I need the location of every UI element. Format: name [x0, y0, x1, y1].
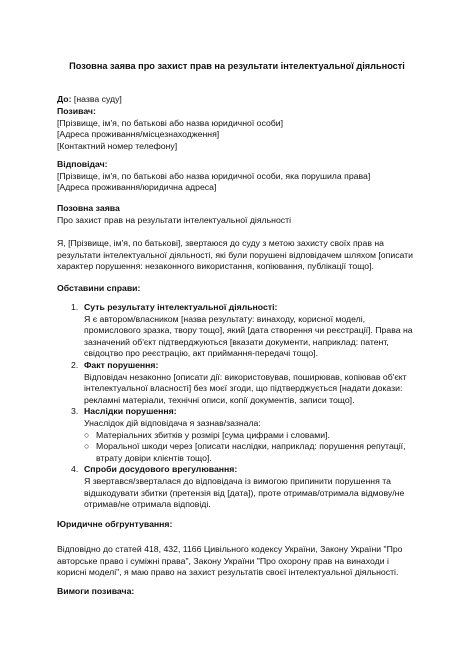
sub-list-item [57, 430, 419, 442]
bullet-icon: ○ [84, 429, 90, 440]
intro-text: Я, [Прізвище, ім'я, по батькові], звертаюся до суду з метою захисту своїх прав на результати інтелектуальної діяльності, які були порушені відповідачем шляхом [описати характер порушення: незаконного використання, копіювання, публікації тощо]. [57, 238, 414, 272]
legal-section [57, 519, 419, 531]
defendant-address: [Адреса проживання/юридична адреса] [57, 182, 217, 193]
demands-heading: Вимоги позивача: [57, 586, 135, 596]
defendant-heading: Відповідач: [57, 159, 108, 169]
bullet-icon: ○ [84, 441, 90, 452]
item-text: Унаслідок дій відповідача я зазнав/зазнала: [84, 417, 261, 428]
list-item [57, 360, 419, 406]
defendant-section [57, 159, 419, 194]
item-title: Наслідки порушення: [84, 406, 177, 417]
defendant-name: [Прізвище, ім'я, по батькові або назва юридичної особи, яка порушила права] [57, 170, 371, 181]
item-number: 2. [71, 359, 79, 370]
intro-paragraph [57, 238, 419, 273]
demands-section [57, 586, 419, 598]
item-text: Відповідач незаконно [описати дії: використовував, поширював, копіював об'єкт інтелектуальної власності] без моєї згоди, що підтверджується [надати докази: рекламні матеріали, технічні описи, копії документів, записи тощо]. [84, 371, 407, 405]
circumstances-heading: Обставини справи: [57, 283, 141, 293]
claim-heading: Позовна заява [57, 203, 120, 213]
to-value: [назва суду] [71, 94, 122, 104]
plaintiff-heading: Позивач: [57, 106, 96, 116]
sub-list-item [57, 441, 419, 464]
document-title: Позовна заява про захист прав на результати інтелектуальної діяльності [69, 61, 405, 71]
claim-subtitle: Про захист прав на результати інтелектуальної діяльності [57, 214, 292, 225]
legal-heading: Юридичне обгрунтування: [57, 519, 173, 529]
plaintiff-phone: [Контактний номер телефону] [57, 140, 178, 151]
item-text: Я звертався/зверталася до відповідача із вимогою припинити порушення та відшкодувати збитки (претензія від [дата]), проте отримав/отримала відмову/не отримав/не отримала відповіді. [84, 475, 405, 510]
to-label: До: [57, 94, 72, 104]
addressee-line [57, 94, 419, 106]
item-title: Спроби досудового врегулювання: [84, 464, 238, 475]
item-title: Факт порушення: [84, 359, 159, 370]
list-item [57, 464, 419, 510]
sub-item-text: Матеріальних збитків у розмірі [сума цифрами і словами]. [96, 429, 330, 440]
legal-paragraph [57, 544, 419, 579]
legal-text: Відповідно до статей 418, 432, 1166 Цивільного кодексу України, Закону України "Про авторське право і суміжні права", Закону України "Про охорону прав на винаходи і корисні моделі", я маю право на захист результатів своєї інтелектуальної діяльності. [57, 544, 403, 578]
list-item [57, 406, 419, 464]
list-item [57, 302, 419, 360]
item-number: 3. [71, 406, 79, 417]
item-text: Я є автором/власником [назва результату: винаходу, корисної моделі, промислового зразка, твору тощо], який [дата створення чи реєстрації]. Права на зазначений об'єкт підтверджуються [вказати документи, наприклад: патент, свідоцтво про реєстрацію, акт приймання-передачі тощо]. [84, 313, 413, 359]
plaintiff-address: [Адреса проживання/місцезнаходження] [57, 129, 220, 140]
plaintiff-section [57, 106, 419, 152]
sub-item-text: Моральної шкоди через [описати наслідки, наприклад: порушення репутації, втрату довіри клієнтів тощо]. [96, 441, 406, 463]
item-number: 4. [71, 464, 79, 475]
circumstances-list [57, 302, 419, 511]
claim-section [57, 203, 419, 226]
item-title: Суть результату інтелектуальної діяльності: [84, 302, 278, 312]
plaintiff-name: [Прізвище, ім'я, по батькові або назва юридичної особи] [57, 117, 284, 128]
item-number: 1. [71, 302, 79, 312]
circumstances-heading-block [57, 283, 419, 295]
